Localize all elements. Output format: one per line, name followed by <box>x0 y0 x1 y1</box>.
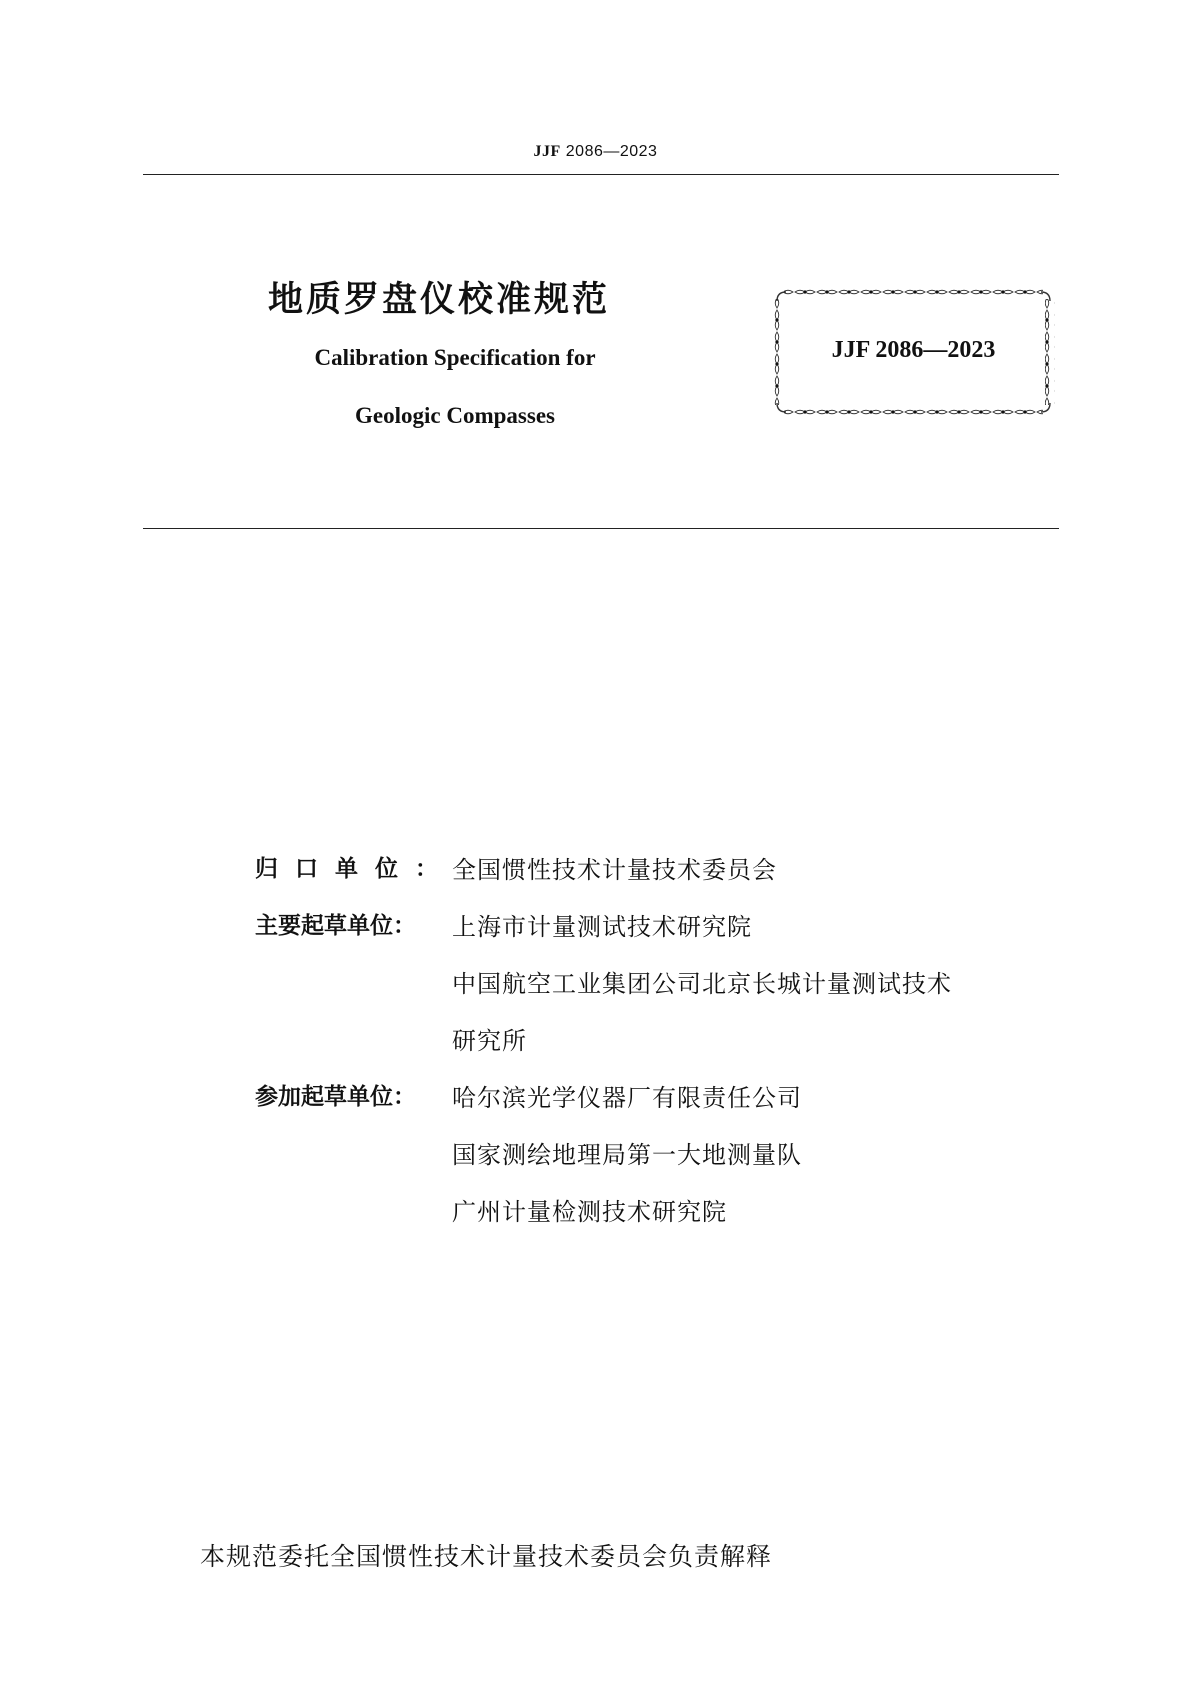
responsible-unit-label: 归口单位： <box>255 856 455 882</box>
participating-unit-value: 广州计量检测技术研究院 <box>452 1198 727 1226</box>
main-drafting-unit-value: 中国航空工业集团公司北京长城计量测试技术 <box>452 970 952 998</box>
main-drafting-unit-label: 主要起草单位： <box>255 913 416 939</box>
code-prefix: JJF <box>533 143 561 160</box>
main-drafting-unit-value: 研究所 <box>452 1027 527 1055</box>
title-english-line2: Geologic Compasses <box>355 403 555 428</box>
top-rule <box>143 174 1059 175</box>
title-chinese: 地质罗盘仪校准规范 <box>268 280 611 320</box>
participating-unit-value: 哈尔滨光学仪器厂有限责任公司 <box>452 1084 802 1112</box>
document-code-header <box>0 143 1191 161</box>
code-number: 2086—2023 <box>565 143 658 160</box>
title-english-line1: Calibration Specification for <box>314 345 596 370</box>
participating-unit-label: 参加起草单位： <box>255 1084 416 1110</box>
participating-unit-value: 国家测绘地理局第一大地测量队 <box>452 1141 802 1169</box>
interpretation-note: 本规范委托全国惯性技术计量技术委员会负责解释 <box>200 1542 773 1571</box>
standard-code: JJF 2086—2023 <box>831 337 996 363</box>
bottom-rule <box>143 528 1059 529</box>
standard-code-box <box>772 287 1055 417</box>
main-drafting-unit-value: 上海市计量测试技术研究院 <box>452 913 752 941</box>
responsible-unit-value: 全国惯性技术计量技术委员会 <box>452 856 777 884</box>
